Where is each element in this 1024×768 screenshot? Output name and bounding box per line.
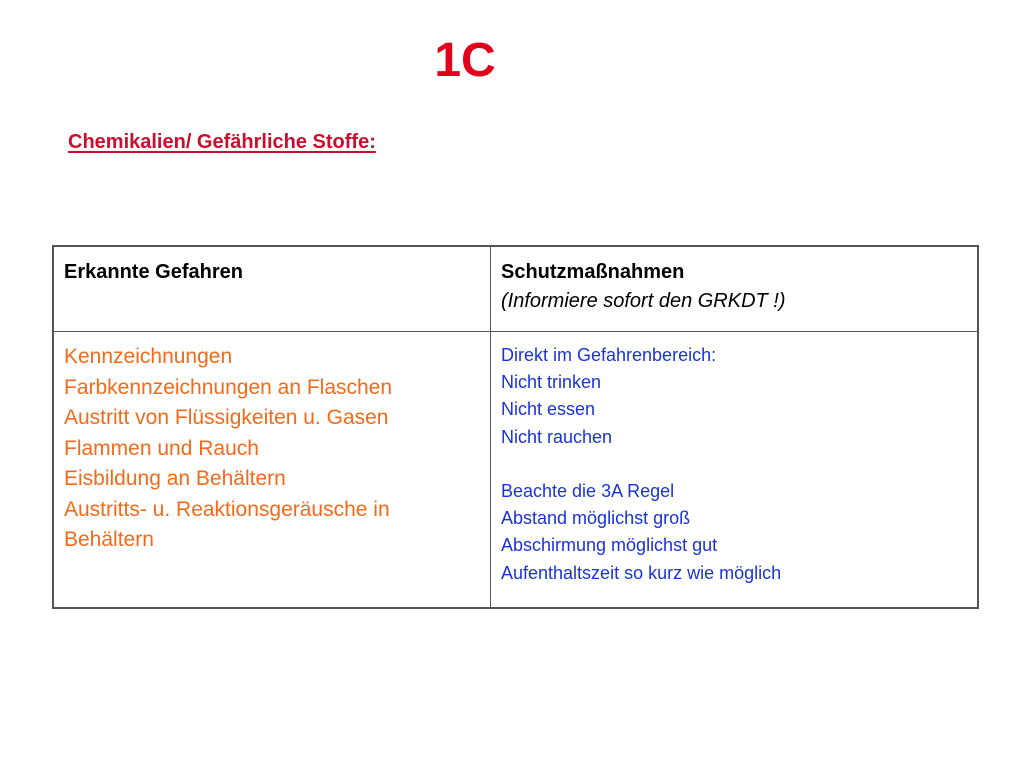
measure-item: Nicht essen: [501, 399, 596, 420]
measure-item: Abstand möglichst groß: [501, 508, 691, 529]
measures-cell: [491, 332, 977, 607]
measure-item: Nicht rauchen: [501, 426, 613, 447]
measure-item: Beachte die 3A Regel: [501, 481, 675, 501]
hazard-item: Farbkennzeichnungen an Flaschen: [64, 375, 393, 399]
header-measures-note: (Informiere sofort den GRKDT !): [501, 290, 786, 312]
measure-spacer: [501, 451, 967, 478]
measure-item: Aufenthaltszeit so kurz wie möglich: [501, 562, 782, 583]
measure-item: Abschirmung möglichst gut: [501, 535, 718, 556]
hazard-item: Behältern: [64, 528, 154, 551]
hazards-cell: [54, 332, 491, 607]
hazard-item: Austritt von Flüssigkeiten u. Gasen: [64, 406, 389, 429]
hazard-item: Flammen und Rauch: [64, 436, 259, 460]
header-cell-hazards: [54, 247, 491, 332]
hazards-list: [64, 342, 480, 556]
header-cell-measures: [491, 247, 977, 332]
header-measures-label: Schutzmaßnahmen: [501, 261, 685, 283]
hazard-item: Austritts- u. Reaktionsgeräusche in: [64, 497, 390, 521]
hazard-item: Kennzeichnungen: [64, 345, 233, 368]
measure-item: Nicht trinken: [501, 372, 602, 393]
slide-title: 1C: [434, 34, 496, 87]
measure-item: Direkt im Gefahrenbereich:: [501, 345, 717, 365]
measures-list: [501, 342, 967, 587]
section-subtitle: Chemikalien/ Gefährliche Stoffe:: [68, 131, 376, 153]
header-hazards-label: Erkannte Gefahren: [64, 261, 243, 283]
hazard-item: Eisbildung an Behältern: [64, 467, 286, 490]
hazard-measures-table: [52, 245, 979, 609]
